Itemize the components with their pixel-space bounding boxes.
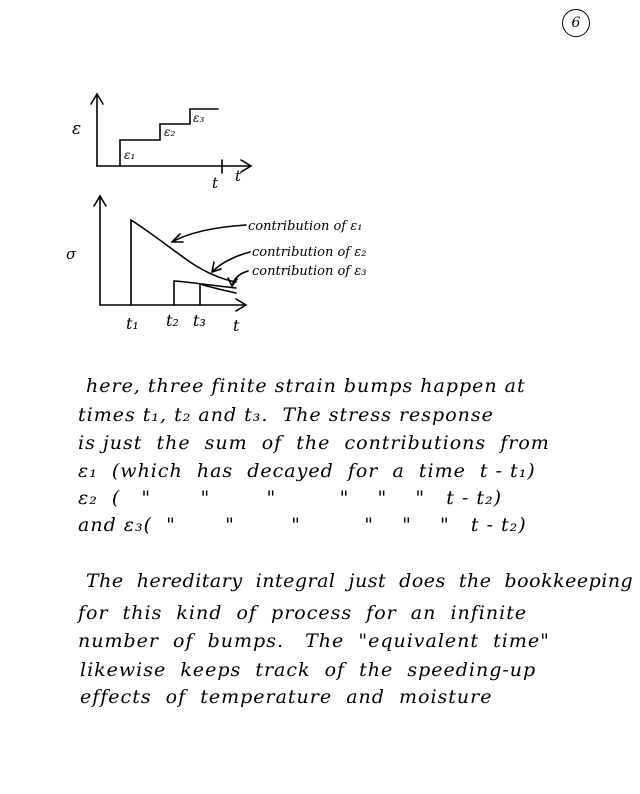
paragraph1-line-4: ε₁ (which has decayed for a time t - t₁) [78,460,536,482]
page-number: 6 [562,9,590,37]
tick-label-t2: t₂ [166,311,179,330]
paragraph2-line-5: effects of temperature and moisture [80,686,493,708]
paragraph1-line-5: ε₂ ( " " " " " " t - t₂) [78,487,503,509]
annotation-e3: contribution of ε₃ [252,264,367,279]
paragraph1-line-6: and ε₃( " " " " " " t - t₂) [78,514,527,536]
step-label-e2: ε₂ [164,125,176,139]
annotation-e2: contribution of ε₂ [252,245,367,260]
paragraph2-line-4: likewise keeps track of the speeding-up [80,659,537,681]
paragraph1-line-3: is just the sum of the contributions from [78,432,550,454]
tick-label-t1: t₁ [126,314,139,333]
paragraph2-line-3: number of bumps. The "equivalent time" [78,630,550,652]
strain-y-axis-label: ε [72,119,82,139]
arrow-e2 [212,252,250,272]
curve-e2 [174,281,236,305]
tick-label-t3: t₃ [193,311,206,330]
step-label-e1: ε₁ [124,148,136,162]
paragraph2-line-1: The hereditary integral just does the bookkeeping [86,570,634,592]
step-label-e3: ε₃ [193,111,205,125]
stress-y-axis-label: σ [66,245,77,263]
paragraph1-line-2: times t₁, t₂ and t₃. The stress response [78,404,494,426]
annotation-e1: contribution of ε₁ [248,219,363,234]
strain-x-axis-label-2: t [235,167,242,185]
strain-x-axis-label: t [212,174,219,192]
curve-e1 [131,220,236,305]
paragraph2-line-2: for this kind of process for an infinite [78,602,528,624]
arrow-e1 [172,225,246,242]
paragraph1-line-1: here, three finite strain bumps happen at [86,375,526,397]
tick-label-t: t [233,316,240,335]
